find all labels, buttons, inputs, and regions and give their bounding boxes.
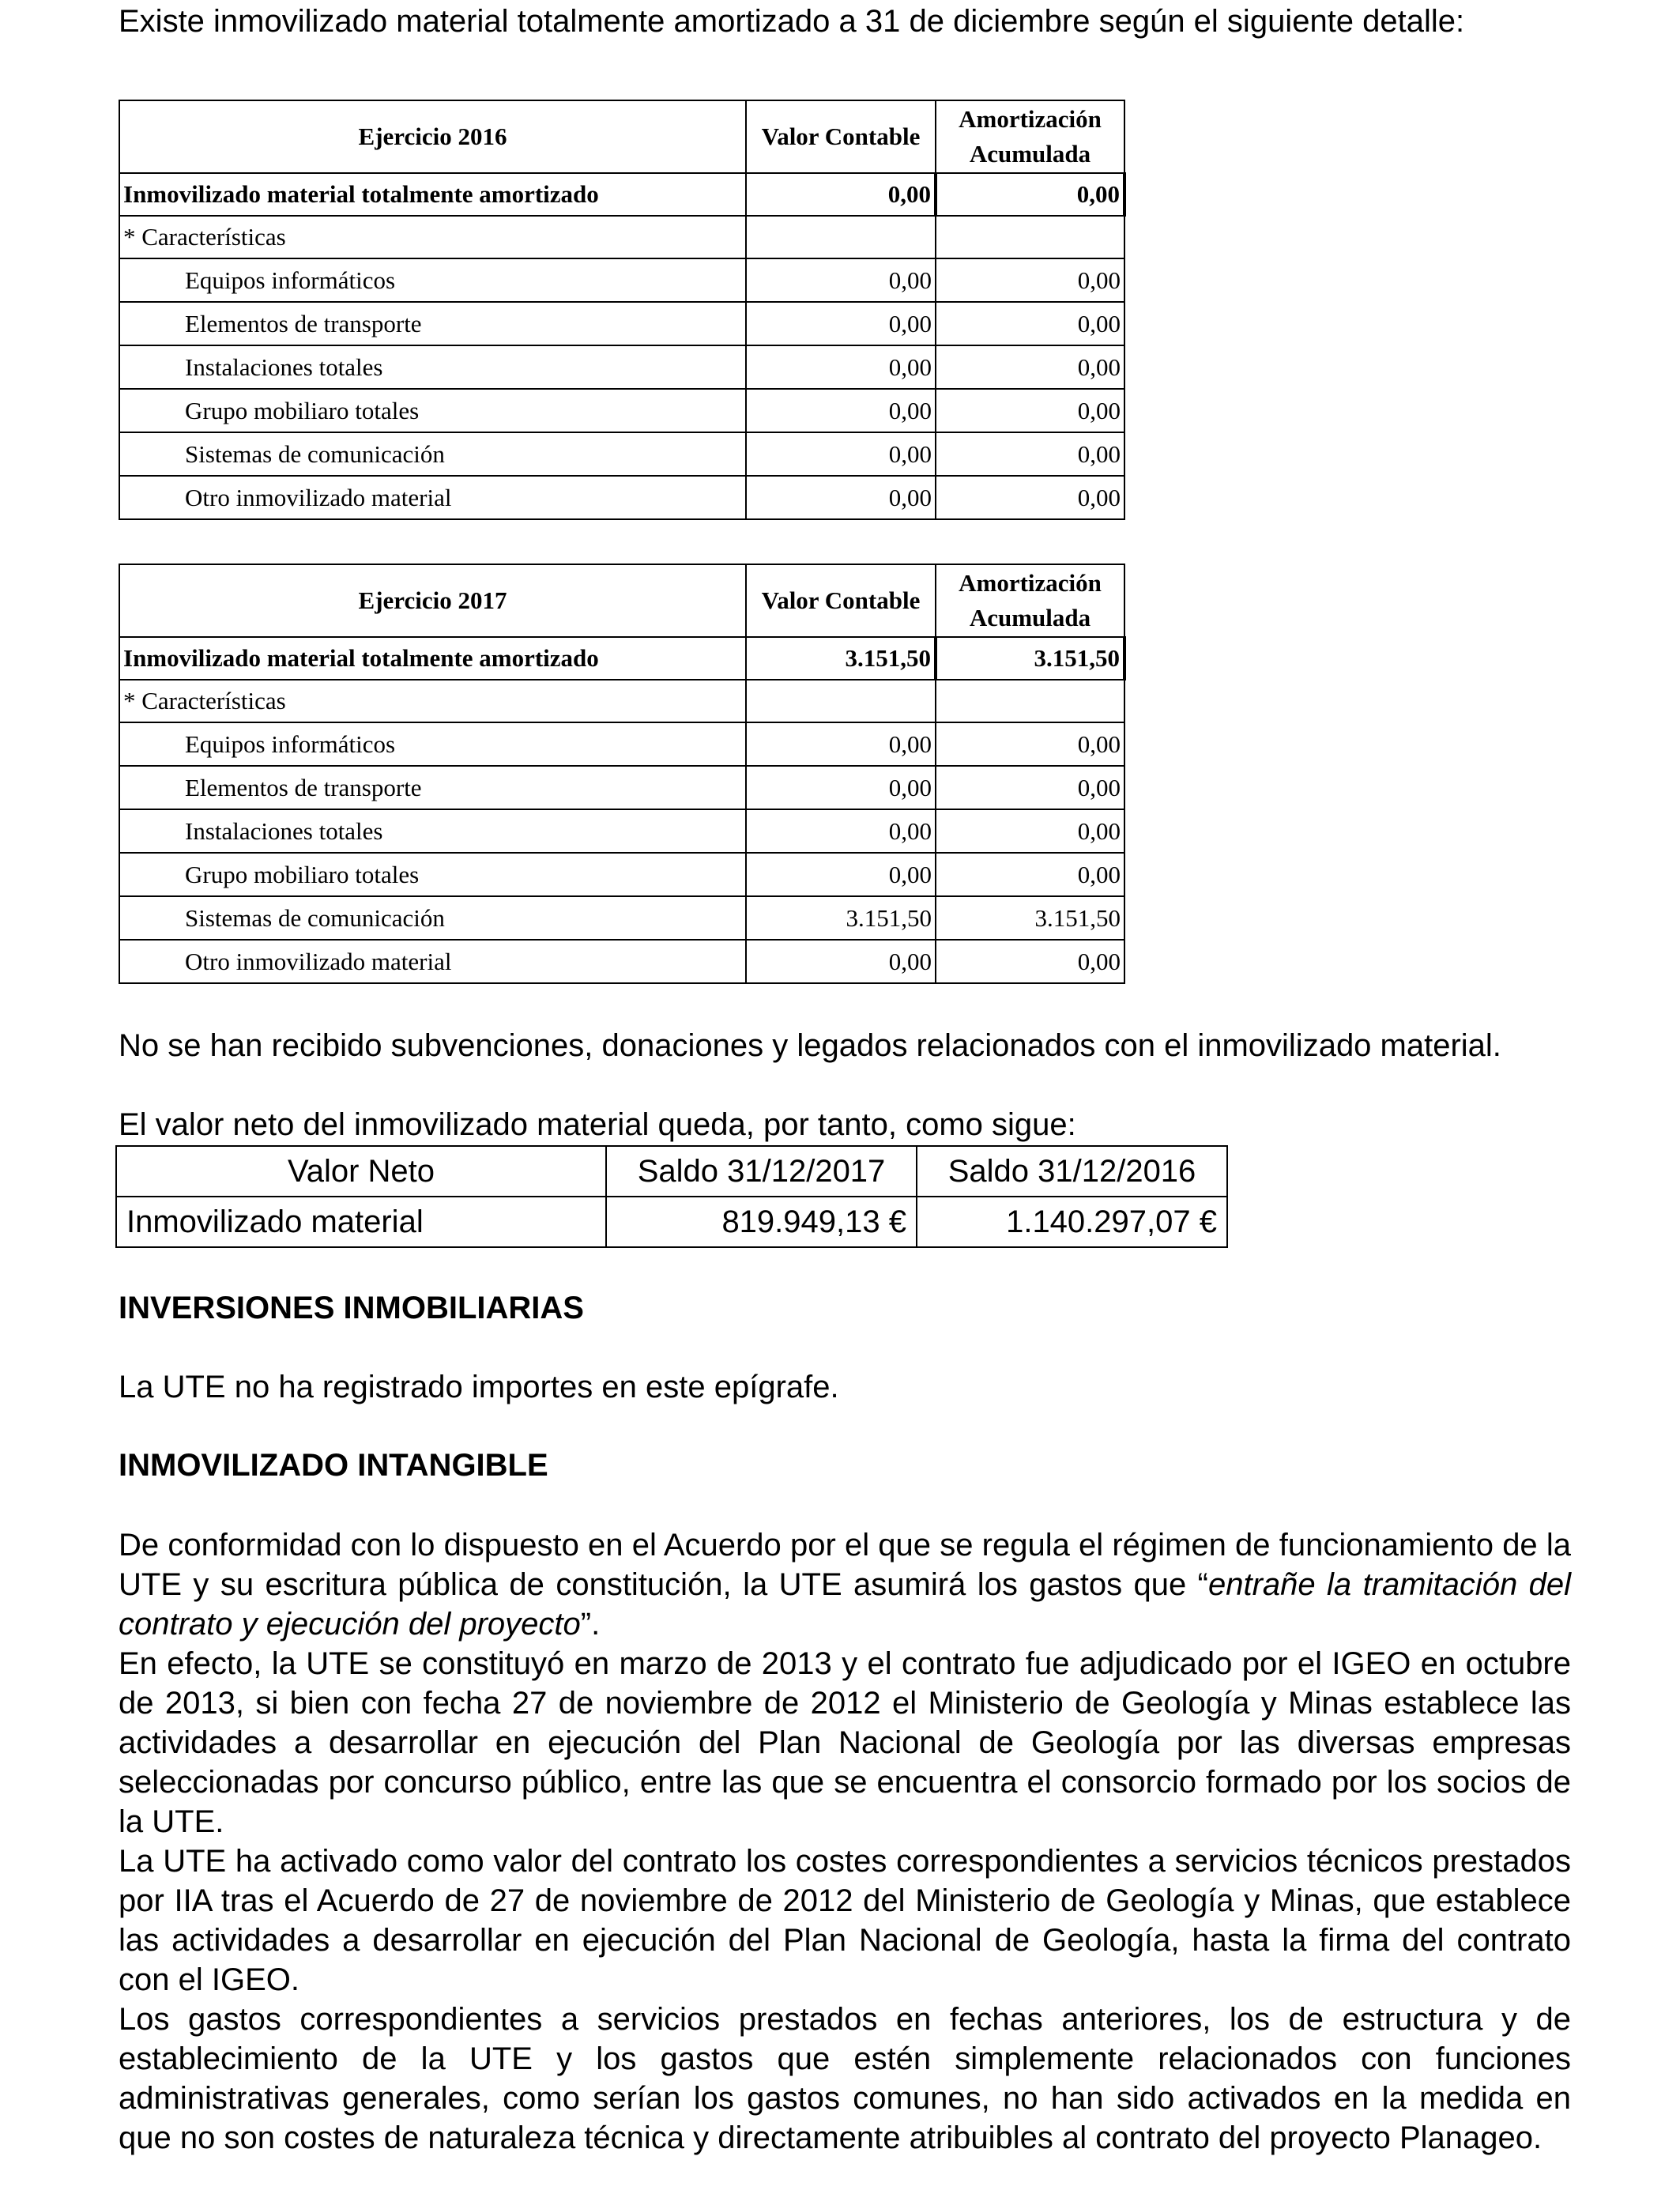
col-amort-header: Amortización Acumulada (936, 564, 1124, 637)
caracteristicas-label: * Características (119, 216, 746, 258)
total-amort: 0,00 (936, 173, 1124, 216)
col-valor-header: Valor Contable (746, 100, 936, 173)
table-row (119, 302, 1124, 345)
table-row (119, 345, 1124, 389)
total-valor: 3.151,50 (746, 637, 936, 680)
row-valor: 0,00 (746, 809, 936, 853)
row-valor: 0,00 (746, 345, 936, 389)
valor-neto-data-row (116, 1197, 1227, 1247)
year-label: Ejercicio 2017 (119, 564, 746, 637)
row-label: Instalaciones totales (119, 345, 746, 389)
row-valor: 0,00 (746, 258, 936, 302)
row-label: Grupo mobiliaro totales (119, 853, 746, 896)
valor-neto-header-row (116, 1146, 1227, 1197)
row-label: Equipos informáticos (119, 722, 746, 766)
row-amort: 0,00 (936, 766, 1124, 809)
row-amort: 3.151,50 (936, 896, 1124, 940)
table-header (119, 564, 1124, 637)
row-label: Otro inmovilizado material (119, 940, 746, 983)
table-row (119, 476, 1124, 519)
total-row (119, 637, 1124, 680)
total-valor: 0,00 (746, 173, 936, 216)
col-valor-header: Valor Contable (746, 564, 936, 637)
total-amort: 3.151,50 (936, 637, 1124, 680)
row-label: Equipos informáticos (119, 258, 746, 302)
inversiones-heading: INVERSIONES INMOBILIARIAS (119, 1291, 584, 1325)
row-amort: 0,00 (936, 432, 1124, 476)
saldo-2017-value: 819.949,13 € (606, 1197, 917, 1247)
row-amort: 0,00 (936, 476, 1124, 519)
saldo-2017-header: Saldo 31/12/2017 (606, 1146, 917, 1197)
table-row (119, 940, 1124, 983)
row-label: Instalaciones totales (119, 809, 746, 853)
valor-neto-intro: El valor neto del inmovilizado material queda, por tanto, como sigue: (119, 1107, 1076, 1142)
intangible-paragraph-4: Los gastos correspondientes a servicios prestados en fechas anteriores, los de estructura y de establecimiento de la UTE y los gastos que estén simplemente relacionados con funciones administrativas generales, como serían los gastos comunes, no han sido activados en la medida en que no son costes de naturaleza técnica y directamente atribuibles al contrato del proyecto Planageo. (119, 2002, 1571, 2155)
total-label: Inmovilizado material totalmente amortizado (119, 173, 746, 216)
row-label: Grupo mobiliaro totales (119, 389, 746, 432)
col-amort-header: Amortización Acumulada (936, 100, 1124, 173)
table-2017 (119, 564, 1126, 984)
table-row (119, 722, 1124, 766)
table-header (119, 100, 1124, 173)
row-valor: 0,00 (746, 432, 936, 476)
row-label: Elementos de transporte (119, 302, 746, 345)
row-amort: 0,00 (936, 389, 1124, 432)
inversiones-text: La UTE no ha registrado importes en este epígrafe. (119, 1370, 839, 1404)
subvenciones-paragraph: No se han recibido subvenciones, donaciones y legados relacionados con el inmovilizado material. (119, 1028, 1501, 1063)
row-amort: 0,00 (936, 722, 1124, 766)
row-valor: 0,00 (746, 302, 936, 345)
table-row (119, 432, 1124, 476)
intangible-paragraph-2: En efecto, la UTE se constituyó en marzo de 2013 y el contrato fue adjudicado por el IGEO en octubre de 2013, si bien con fecha 27 de noviembre de 2012 el Ministerio de Geología y Minas establece las actividades a desarrollar en ejecución del Plan Nacional de Geología por las diversas empresas seleccionadas por concurso público, entre las que se encuentra el consorcio formado por los socios de la UTE. (119, 1646, 1571, 1839)
table-row (119, 389, 1124, 432)
table-row (119, 258, 1124, 302)
caracteristicas-row (119, 216, 1124, 258)
row-valor: 0,00 (746, 766, 936, 809)
intangible-body (119, 1525, 1571, 2158)
row-valor: 0,00 (746, 722, 936, 766)
intro-paragraph: Existe inmovilizado material totalmente amortizado a 31 de diciembre según el siguiente detalle: (119, 4, 1465, 39)
table-row (119, 766, 1124, 809)
row-valor: 0,00 (746, 853, 936, 896)
row-amort: 0,00 (936, 258, 1124, 302)
row-valor: 0,00 (746, 476, 936, 519)
valor-neto-row-label: Inmovilizado material (116, 1197, 606, 1247)
total-row (119, 173, 1124, 216)
intangible-paragraph-3: La UTE ha activado como valor del contrato los costes correspondientes a servicios técnicos prestados por IIA tras el Acuerdo de 27 de noviembre de 2012 del Ministerio de Geología y Minas, que establece las actividades a desarrollar en ejecución del Plan Nacional de Geología, hasta la firma del contrato con el IGEO. (119, 1844, 1571, 1997)
row-amort: 0,00 (936, 809, 1124, 853)
row-valor: 0,00 (746, 389, 936, 432)
row-amort: 0,00 (936, 345, 1124, 389)
saldo-2016-header: Saldo 31/12/2016 (917, 1146, 1227, 1197)
caracteristicas-label: * Características (119, 680, 746, 722)
row-label: Sistemas de comunicación (119, 432, 746, 476)
total-label: Inmovilizado material totalmente amortizado (119, 637, 746, 680)
row-amort: 0,00 (936, 302, 1124, 345)
table-2016 (119, 100, 1126, 520)
row-label: Elementos de transporte (119, 766, 746, 809)
caracteristicas-row (119, 680, 1124, 722)
intangible-paragraph-1: De conformidad con lo dispuesto en el Acuerdo por el que se regula el régimen de funcionamiento de la UTE y su escritura pública de constitución, la UTE asumirá los gastos que “entrañe la tramitación del contrato y ejecución del proyecto”. (119, 1528, 1571, 1642)
row-amort: 0,00 (936, 853, 1124, 896)
table-row (119, 853, 1124, 896)
row-amort: 0,00 (936, 940, 1124, 983)
year-label: Ejercicio 2016 (119, 100, 746, 173)
valor-neto-header: Valor Neto (116, 1146, 606, 1197)
intangible-heading: INMOVILIZADO INTANGIBLE (119, 1448, 548, 1483)
row-label: Sistemas de comunicación (119, 896, 746, 940)
table-row (119, 809, 1124, 853)
saldo-2016-value: 1.140.297,07 € (917, 1197, 1227, 1247)
row-valor: 3.151,50 (746, 896, 936, 940)
valor-neto-table (115, 1145, 1228, 1248)
row-valor: 0,00 (746, 940, 936, 983)
table-row (119, 896, 1124, 940)
row-label: Otro inmovilizado material (119, 476, 746, 519)
